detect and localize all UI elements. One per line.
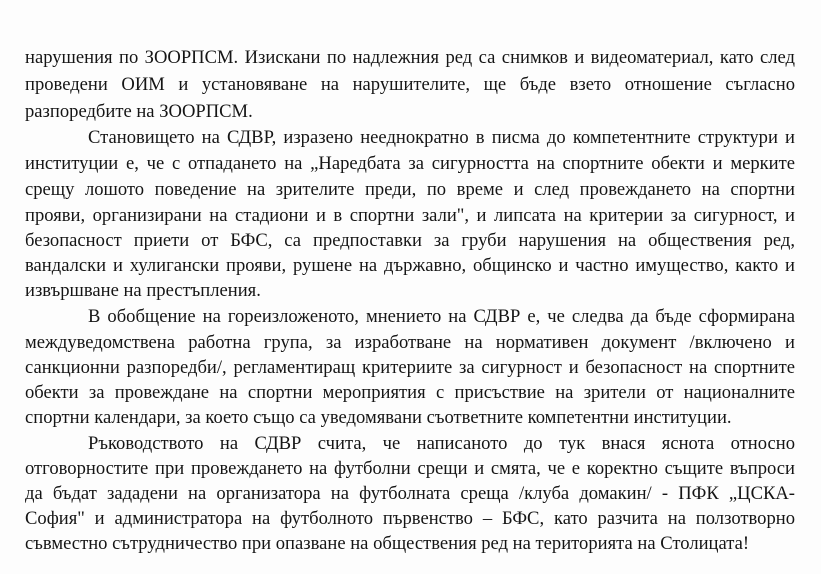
- paragraph-3-line-5: спортни календари, за което също са уведомявани съответните компетентни институции.: [25, 407, 732, 428]
- paragraph-2-line-3: срещу лошото поведение на зрителите преди, по време и след провеждането на спортни: [25, 179, 795, 200]
- paragraph-1-line-3: разпоредбите на ЗООРПСМ.: [25, 101, 253, 122]
- paragraph-3-line-1: В обобщение на гореизложеното, мнението на СДВР е, че следва да бъде сформирана: [88, 306, 795, 327]
- paragraph-4-line-1: Ръководството на СДВР счита, че написаното до тук внася яснота относно: [88, 433, 795, 454]
- paragraph-3-line-3: санкционни разпоредби/, регламентиращ критериите за сигурност и безопасност на спортните: [25, 357, 795, 378]
- paragraph-2-line-2: институции е, че с отпадането на „Наредбата за сигурността на спортните обекти и мерките: [25, 153, 795, 174]
- paragraph-1-line-2: проведени ОИМ и установяване на нарушителите, ще бъде взето отношение съгласно: [25, 74, 795, 95]
- paragraph-2-line-6: вандалски и хулигански прояви, рушене на държавно, общинско и частно имущество, както и: [25, 255, 795, 276]
- paragraph-3-line-2: междуведомствена работна група, за изработване на нормативен документ /включено и: [25, 332, 795, 353]
- paragraph-2-line-4: прояви, организирани на стадиони и в спортни зали", и липсата на критерии за сигурност, и: [25, 205, 795, 226]
- paragraph-2-line-5: безопасност приети от БФС, са предпоставки за груби нарушения на обществения ред,: [25, 230, 795, 251]
- paragraph-2-line-7: извършване на престъпления.: [25, 280, 261, 301]
- paragraph-4-line-3: да бъдат зададени на организатора на футболната среща /клуба домакин/ - ПФК „ЦСКА-: [25, 483, 795, 504]
- paragraph-3-line-4: обекти за провеждане на спортни мероприятия с присъствие на зрители от националните: [25, 382, 795, 403]
- paragraph-1-line-1: нарушения по ЗООРПСМ. Изискани по надлежния ред са снимков и видеоматериал, като след: [25, 47, 795, 68]
- paragraph-2-line-1: Становището на СДВР, изразено нееднократно в писма до компетентните структури и: [88, 127, 795, 148]
- paragraph-4-line-2: отговорностите при провеждането на футболни срещи и смята, че е коректно същите въпроси: [25, 458, 795, 479]
- paragraph-4-line-4: София" и администратора на футболното първенство – БФС, като разчита на ползотворно: [25, 508, 795, 529]
- paragraph-4-line-5: съвместно сътрудничество при опазване на обществения ред на територията на Столицата!: [25, 533, 750, 554]
